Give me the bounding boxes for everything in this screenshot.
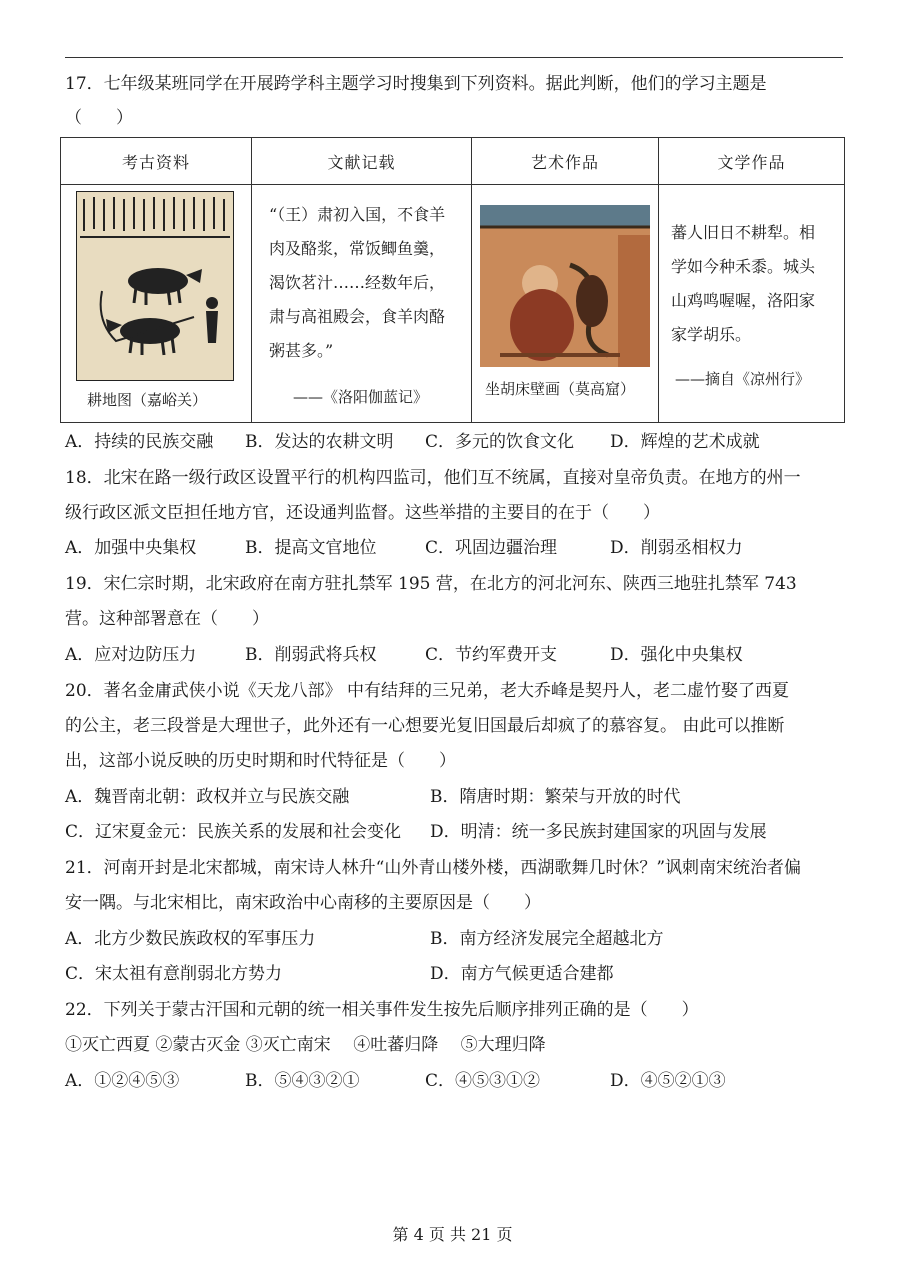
q20-stem-line2: 的公主，老三段誉是大理世子，此外还有一心想要光复旧国最后却疯了的慕容复。 由此可以推断 <box>65 716 785 736</box>
plowing-image <box>76 191 234 381</box>
q18-option-c[interactable]: C．巩固边疆治理 <box>425 538 558 558</box>
document-source: ——《洛阳伽蓝记》 <box>293 388 429 406</box>
mural-image <box>480 205 650 367</box>
q21-stem-line2: 安一隅。与北宋相比，南宋政治中心南移的主要原因是（ ） <box>65 893 541 913</box>
q22-option-a[interactable]: A．①②④⑤③ <box>65 1071 180 1091</box>
document-quote: “（王）肃初入国，不食羊 肉及酪浆，常饭鲫鱼羹， 渴饮茗汁……经数年后， 肃与高祖殿会，食羊肉酪 粥甚多。” <box>269 205 446 360</box>
q17-option-d[interactable]: D．辉煌的艺术成就 <box>610 432 760 452</box>
top-rule <box>65 57 843 58</box>
q21-option-b[interactable]: B．南方经济发展完全超越北方 <box>430 929 664 949</box>
q21-option-d[interactable]: D．南方气候更适合建都 <box>430 964 614 984</box>
q22-stem: 22．下列关于蒙古汗国和元朝的统一相关事件发生按先后顺序排列正确的是（ ） <box>65 1000 699 1020</box>
q20-option-c[interactable]: C．辽宋夏金元：民族关系的发展和社会变化 <box>65 822 402 842</box>
q17-stem-line2: （ ） <box>65 108 133 128</box>
q19-option-d[interactable]: D．强化中央集权 <box>610 645 743 665</box>
q19-option-c[interactable]: C．节约军费开支 <box>425 645 558 665</box>
q17-option-a[interactable]: A．持续的民族交融 <box>65 432 214 452</box>
art-caption: 坐胡床壁画（莫高窟） <box>485 380 636 398</box>
q17-option-b[interactable]: B．发达的农耕文明 <box>245 432 394 452</box>
q17-materials-table <box>60 137 845 423</box>
q21-stem-line1: 21．河南开封是北宋都城，南宋诗人林升“山外青山楼外楼，西湖歌舞几时休？”讽刺南宋统治者偏 <box>65 858 802 878</box>
q22-option-b[interactable]: B．⑤④③②① <box>245 1071 360 1091</box>
q18-stem-line2: 级行政区派文臣担任地方官，还设通判监督。这些举措的主要目的在于（ ） <box>65 503 660 523</box>
archaeology-caption: 耕地图（嘉峪关） <box>87 391 208 409</box>
q21-option-a[interactable]: A．北方少数民族政权的军事压力 <box>65 929 316 949</box>
page-footer: 第 4 页 共 21 页 <box>392 1225 513 1244</box>
q20-option-d[interactable]: D．明清：统一多民族封建国家的巩固与发展 <box>430 822 767 842</box>
q19-option-b[interactable]: B．削弱武将兵权 <box>245 645 377 665</box>
header-documents: 文献记载 <box>327 152 396 172</box>
poem-source: ——摘自《凉州行》 <box>675 370 811 388</box>
q19-stem-line1: 19．宋仁宗时期，北宋政府在南方驻扎禁军 195 营，在北方的河北河东、陕西三地驻扎禁军 743 <box>65 574 797 594</box>
q22-option-c[interactable]: C．④⑤③①② <box>425 1071 541 1091</box>
q20-stem-line1: 20．著名金庸武侠小说《天龙八部》 中有结拜的三兄弟，老大乔峰是契丹人，老二虚竹娶了西夏 <box>65 681 790 701</box>
q20-option-b[interactable]: B．隋唐时期：繁荣与开放的时代 <box>430 787 681 807</box>
q18-option-b[interactable]: B．提高文官地位 <box>245 538 377 558</box>
q22-option-d[interactable]: D．④⑤②①③ <box>610 1071 726 1091</box>
header-archaeology: 考古资料 <box>121 152 190 172</box>
q20-stem-line3: 出，这部小说反映的历史时期和时代特征是（ ） <box>65 751 456 771</box>
q18-option-d[interactable]: D．削弱丞相权力 <box>610 538 743 558</box>
q17-option-c[interactable]: C．多元的饮食文化 <box>425 432 575 452</box>
q20-option-a[interactable]: A．魏晋南北朝：政权并立与民族交融 <box>65 787 350 807</box>
q18-option-a[interactable]: A．加强中央集权 <box>65 538 197 558</box>
q17-stem-line1: 17．七年级某班同学在开展跨学科主题学习时搜集到下列资料。据此判断，他们的学习主题是 <box>65 74 767 94</box>
q19-stem-line2: 营。这种部署意在（ ） <box>65 609 269 629</box>
q22-events: ①灭亡西夏 ②蒙古灭金 ③灭亡南宋 ④吐蕃归降 ⑤大理归降 <box>65 1035 546 1055</box>
header-art: 艺术作品 <box>530 152 599 172</box>
poem-text: 蕃人旧日不耕犁。相 学如今种禾黍。城头 山鸡鸣喔喔，洛阳家 家学胡乐。 <box>671 223 816 344</box>
q18-stem-line1: 18．北宋在路一级行政区设置平行的机构四监司，他们互不统属，直接对皇帝负责。在地方的州一 <box>65 468 801 488</box>
header-literature: 文学作品 <box>717 152 786 172</box>
q21-option-c[interactable]: C．宋太祖有意削弱北方势力 <box>65 964 283 984</box>
q19-option-a[interactable]: A．应对边防压力 <box>65 645 197 665</box>
